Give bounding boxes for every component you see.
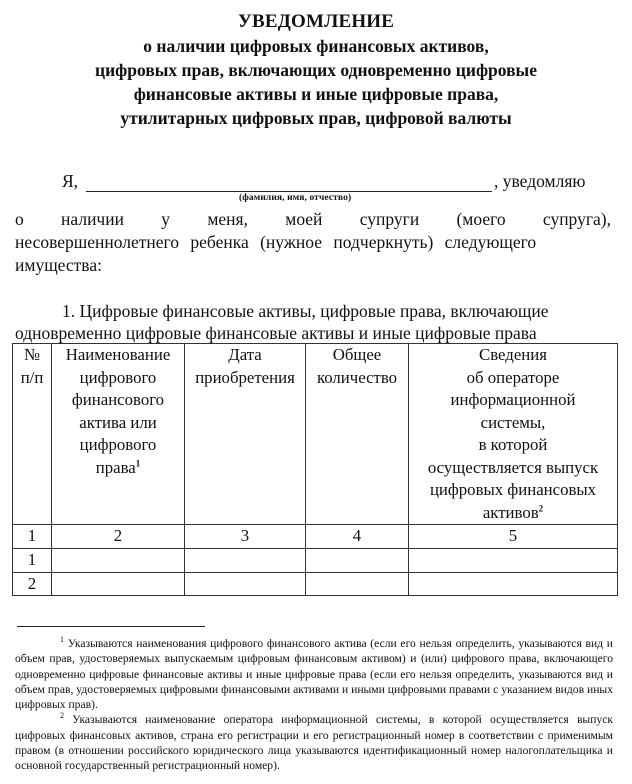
section-1-heading <box>15 300 611 344</box>
header-text: цифрового <box>79 367 157 387</box>
table-row <box>13 549 618 573</box>
header-total-quantity <box>306 344 409 525</box>
footnote-mark: 1 <box>60 635 64 645</box>
header-asset-name <box>52 344 185 525</box>
footnote-text: Указываются наименования цифрового финансового актива (если его нельзя определить, указываются вид и объем прав, удостоверяемых выпускаемым цифровым финансовым активом) и (или) цифрового права, включающего одновременно цифровые финансовые активы и иные цифровые права (если его нельзя определить, указываются вид и объем прав, удостоверяемых цифровыми финансовыми активами и иными цифровыми правами с указанием видов иных цифровых прав). <box>15 637 613 712</box>
document-title: УВЕДОМЛЕНИЕ <box>237 11 395 32</box>
header-operator-info <box>409 344 618 525</box>
intro-word: у <box>161 209 171 229</box>
footnotes <box>15 636 613 774</box>
digital-assets-table <box>12 343 618 596</box>
acquisition-date-cell[interactable] <box>185 549 306 573</box>
title-line: цифровых прав, включающих одновременно цифровые <box>95 60 537 80</box>
table-row <box>13 572 618 596</box>
header-text: п/п <box>20 367 44 387</box>
section-1-line-2: одновременно цифровые финансовые активы и иные цифровые права <box>15 323 537 343</box>
acquisition-date-cell[interactable] <box>185 572 306 596</box>
header-text: права <box>95 457 136 477</box>
operator-info-cell[interactable] <box>409 549 618 573</box>
column-number: 1 <box>13 525 52 549</box>
header-text <box>54 457 182 480</box>
intro-word: о <box>15 209 24 229</box>
footnote-ref-2: 2 <box>538 502 544 513</box>
footnote-1 <box>15 636 613 712</box>
title-line: утилитарных цифровых прав, цифровой валюты <box>120 108 512 128</box>
column-number: 4 <box>306 525 409 549</box>
document-title-block <box>0 10 632 130</box>
asset-name-cell[interactable] <box>52 572 185 596</box>
row-number: 2 <box>13 572 52 596</box>
intro-line-3: имущества: <box>15 255 102 275</box>
title-line: о наличии цифровых финансовых активов, <box>143 36 489 56</box>
header-text: № <box>23 345 40 364</box>
declarant-suffix: , уведомляю <box>494 171 586 191</box>
column-number: 2 <box>52 525 185 549</box>
header-text: Дата <box>228 345 262 364</box>
header-text: в которой <box>478 435 548 454</box>
header-text: Общее <box>332 345 382 364</box>
intro-line-1 <box>15 208 611 231</box>
header-number <box>13 344 52 525</box>
intro-word: (моего <box>456 209 506 229</box>
header-text: осуществляется выпуск <box>427 457 599 477</box>
column-number: 5 <box>409 525 618 549</box>
title-line: финансовые активы и иные цифровые права, <box>133 84 499 104</box>
intro-word: меня, <box>207 209 248 229</box>
full-name-hint: (фамилия, имя, отчество) <box>239 193 352 203</box>
header-text: количество <box>316 367 398 387</box>
full-name-field[interactable] <box>86 170 492 192</box>
column-number: 3 <box>185 525 306 549</box>
footnote-ref-1: 1 <box>135 457 141 468</box>
quantity-cell[interactable] <box>306 549 409 573</box>
intro-paragraph <box>15 208 611 277</box>
footnote-separator <box>17 626 205 627</box>
header-text: Сведения <box>479 345 547 364</box>
intro-word: моей <box>285 209 323 229</box>
header-text: актива или <box>79 412 157 432</box>
header-text: приобретения <box>195 367 295 387</box>
column-number-row <box>13 525 618 549</box>
intro-word: наличии <box>61 209 124 229</box>
footnote-text: Указываются наименование оператора информационной системы, в которой осуществляется выпуск цифровых финансовых активов, страна его регистрации и его регистрационный номер в соответствии с применимым правом (в отношении российского юридического лица указываются идентификационный номер налогоплательщика и основной государственный регистрационный номер). <box>15 713 614 773</box>
table-header-row <box>13 344 618 525</box>
row-number: 1 <box>13 549 52 573</box>
declarant-prefix: Я, <box>62 171 79 191</box>
header-text: системы, <box>480 412 546 432</box>
intro-word: супруга), <box>542 209 611 229</box>
header-text: Наименование <box>65 345 171 364</box>
header-text: финансового <box>71 390 165 409</box>
asset-name-cell[interactable] <box>52 549 185 573</box>
header-text <box>411 502 615 525</box>
header-text: информационной <box>450 390 576 409</box>
footnote-2 <box>15 712 613 773</box>
header-text: цифровых финансовых <box>429 480 597 499</box>
header-acquisition-date <box>185 344 306 525</box>
header-text: активов <box>482 502 539 522</box>
header-text: об операторе <box>466 367 560 387</box>
footnote-mark: 2 <box>60 711 64 721</box>
intro-word: супруги <box>359 209 420 229</box>
quantity-cell[interactable] <box>306 572 409 596</box>
section-1-line-1: 1. Цифровые финансовые активы, цифровые права, включающие <box>62 301 549 321</box>
operator-info-cell[interactable] <box>409 572 618 596</box>
intro-line-2: несовершеннолетнего ребенка (нужное подчеркнуть) следующего <box>15 232 537 252</box>
header-text: цифрового <box>79 435 157 454</box>
